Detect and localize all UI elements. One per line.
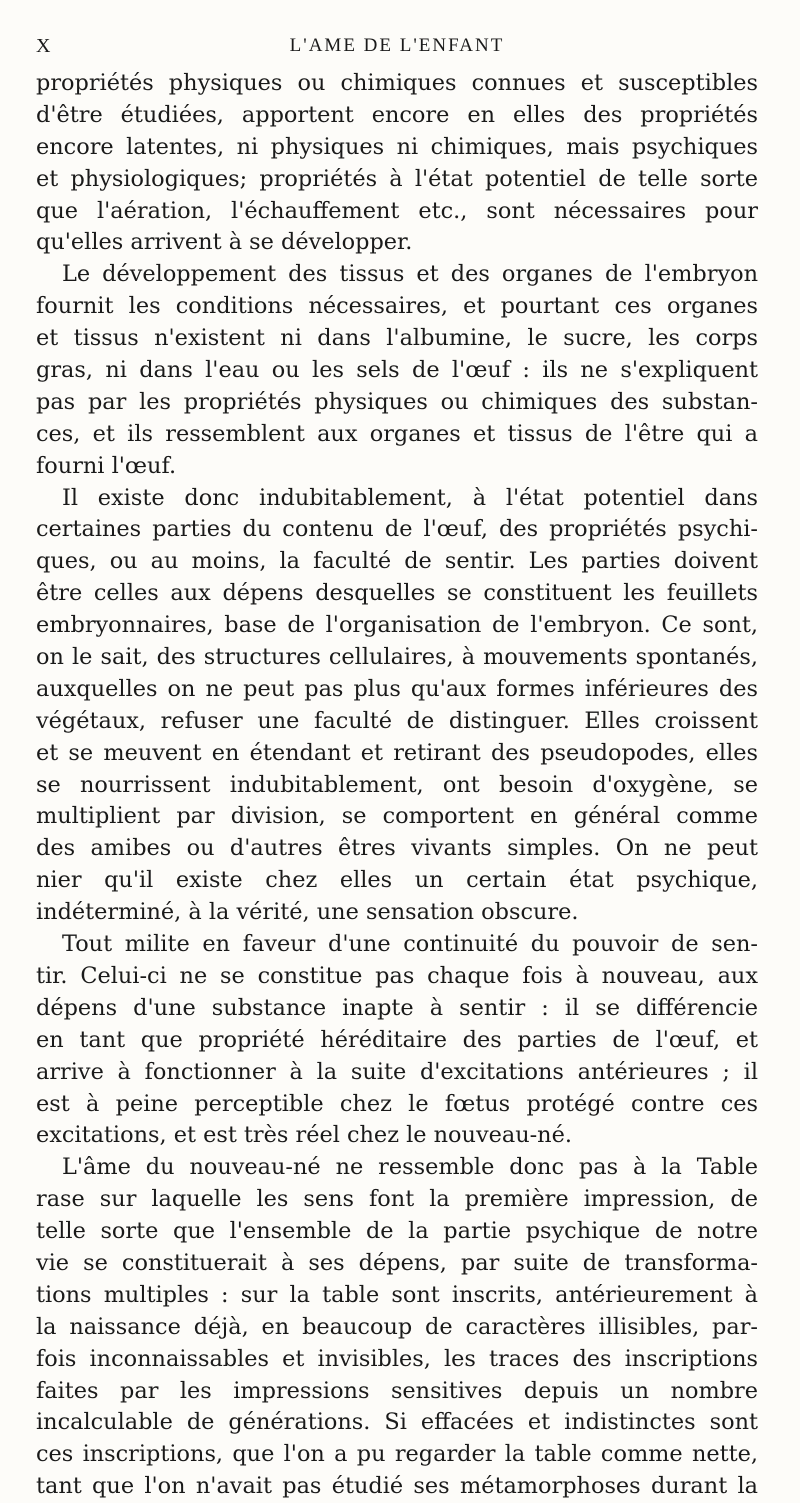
text-line: Il existe donc indubitablement, à l'état potentiel dans xyxy=(62,484,758,511)
text-line: se nourrissent indubitablement, ont besoin d'oxygène, se xyxy=(36,771,758,798)
text-line: L'âme du nouveau-né ne ressemble donc pas à la Table xyxy=(62,1154,758,1181)
text-line: fourni l'œuf. xyxy=(36,452,177,479)
text-line: embryonnaires, base de l'organisation de l'embryon. Ce sont, xyxy=(36,612,758,639)
text-line: et tissus n'existent ni dans l'albumine, le sucre, les corps xyxy=(36,325,758,352)
text-line: des amibes ou d'autres êtres vivants simples. On ne peut xyxy=(36,835,758,862)
text-line: est à peine perceptible chez le fœtus protégé contre ces xyxy=(36,1090,758,1117)
text-line: nier qu'il existe chez elles un certain état psychique, xyxy=(36,867,758,894)
text-line: certaines parties du contenu de l'œuf, des propriétés psychi- xyxy=(36,516,758,543)
text-line: multiplient par division, se comportent en général comme xyxy=(36,803,758,830)
text-line: dépens d'une substance inapte à sentir : il se différencie xyxy=(36,994,758,1021)
text-line: tant que l'on n'avait pas étudié ses métamorphoses durant la xyxy=(36,1473,758,1500)
text-line: d'être étudiées, apportent encore en elles des propriétés xyxy=(36,101,758,128)
text-line: que l'aération, l'échauffement etc., sont nécessaires pour xyxy=(36,197,758,224)
page-number: X xyxy=(36,35,52,57)
text-line: excitations, et est très réel chez le nouveau-né. xyxy=(36,1122,572,1149)
text-line: en tant que propriété héréditaire des parties de l'œuf, et xyxy=(36,1026,758,1053)
paragraph xyxy=(36,1152,758,1503)
text-line: Tout milite en faveur d'une continuité du pouvoir de sen- xyxy=(62,931,758,958)
paragraph xyxy=(36,929,758,1152)
text-line: incalculable de générations. Si effacées et indistinctes sont xyxy=(36,1409,758,1436)
text-line: Le développement des tissus et des organes de l'embryon xyxy=(62,261,758,288)
text-line: qu'elles arrivent à se développer. xyxy=(36,229,413,256)
text-line: être celles aux dépens desquelles se constituent les feuillets xyxy=(36,580,758,607)
running-head: L'AME DE L'ENFANT xyxy=(289,35,505,56)
text-line: ces, et ils ressemblent aux organes et tissus de l'être qui a xyxy=(36,420,758,447)
paragraph xyxy=(36,483,758,929)
text-line: ques, ou au moins, la faculté de sentir. Les parties doivent xyxy=(36,548,758,575)
text-line: la naissance déjà, en beaucoup de caractères illisibles, par- xyxy=(36,1313,758,1340)
text-line: fournit les conditions nécessaires, et pourtant ces organes xyxy=(36,293,758,320)
text-line: et se meuvent en étendant et retirant des pseudopodes, elles xyxy=(36,739,758,766)
text-line: tions multiples : sur la table sont inscrits, antérieurement à xyxy=(36,1281,758,1308)
text-line: encore latentes, ni physiques ni chimiques, mais psychiques xyxy=(36,133,758,160)
paragraph xyxy=(36,68,758,259)
body-text xyxy=(36,68,758,1503)
text-line: tir. Celui-ci ne se constitue pas chaque fois à nouveau, aux xyxy=(36,962,758,989)
text-line: gras, ni dans l'eau ou les sels de l'œuf : ils ne s'expliquent xyxy=(36,357,758,384)
text-line: telle sorte que l'ensemble de la partie psychique de notre xyxy=(36,1218,758,1245)
text-line: vie se constituerait à ses dépens, par suite de transforma- xyxy=(36,1249,758,1276)
text-line: ces inscriptions, que l'on a pu regarder la table comme nette, xyxy=(36,1441,758,1468)
text-line: arrive à fonctionner à la suite d'excitations antérieures ; il xyxy=(36,1058,758,1085)
text-line: on le sait, des structures cellulaires, à mouvements spontanés, xyxy=(36,644,758,671)
text-line: végétaux, refuser une faculté de distinguer. Elles croissent xyxy=(36,707,758,734)
text-line: fois inconnaissables et invisibles, les traces des inscriptions xyxy=(36,1345,758,1372)
text-line: indéterminé, à la vérité, une sensation obscure. xyxy=(36,899,579,926)
text-line: et physiologiques; propriétés à l'état potentiel de telle sorte xyxy=(36,165,758,192)
page-header xyxy=(36,30,758,64)
text-line: faites par les impressions sensitives depuis un nombre xyxy=(36,1377,758,1404)
text-line: propriétés physiques ou chimiques connues et susceptibles xyxy=(36,70,758,96)
text-line: pas par les propriétés physiques ou chimiques des substan- xyxy=(36,388,758,415)
paragraph xyxy=(36,259,758,482)
text-line: auxquelles on ne peut pas plus qu'aux formes inférieures des xyxy=(36,675,758,702)
text-line: rase sur laquelle les sens font la première impression, de xyxy=(36,1186,758,1213)
